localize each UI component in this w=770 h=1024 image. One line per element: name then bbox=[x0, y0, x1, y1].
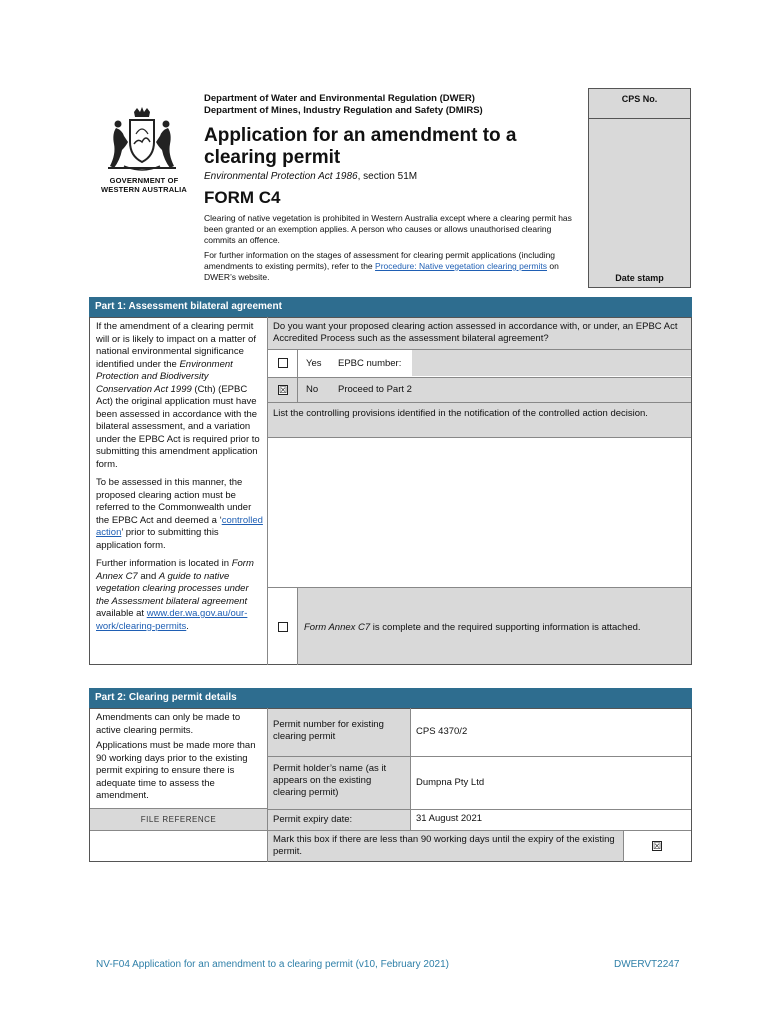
yes-checkbox[interactable] bbox=[278, 358, 288, 368]
permit-holder-value[interactable]: Dumpna Pty Ltd bbox=[416, 777, 485, 788]
provisions-label: List the controlling provisions identified in the notification of the controlled action decision. bbox=[268, 403, 691, 437]
no-row bbox=[268, 378, 691, 402]
controlled-action-link[interactable]: controlled action bbox=[96, 514, 263, 538]
cps-label: CPS No. bbox=[621, 94, 658, 104]
expiry-value[interactable]: 31 August 2021 bbox=[416, 813, 483, 824]
mark-box-checkbox[interactable]: ☒ bbox=[653, 841, 662, 851]
epbc-number-label: EPBC number: bbox=[338, 358, 402, 369]
permit-number-label: Permit number for existing clearing permit bbox=[268, 709, 410, 756]
annex-statement: Form Annex C7 is complete and the required supporting information is attached. bbox=[304, 622, 641, 633]
department-names: Department of Water and Environmental Regulation (DWER) Department of Mines, Industry Regulation and Safety (DMIRS) bbox=[204, 93, 483, 116]
side-paragraph: Amendments can only be made to active clearing permits. bbox=[96, 712, 241, 736]
provisions-input[interactable] bbox=[268, 438, 691, 587]
no-checkbox[interactable]: ☒ bbox=[279, 385, 288, 395]
footer-document-id: DWERVT2247 bbox=[614, 959, 680, 970]
part2-heading: Part 2: Clearing permit details bbox=[89, 688, 692, 708]
no-label: No bbox=[306, 384, 319, 395]
part1-side-text bbox=[96, 321, 264, 639]
clearing-permits-link[interactable]: www.der.wa.gov.au/our-work/clearing-permits bbox=[96, 608, 248, 632]
side-paragraph: Applications must be made more than 90 working days prior to the existing permit expiring to ensure there is adequate time to assess the amendment. bbox=[96, 740, 256, 801]
form-code: FORM C4 bbox=[204, 188, 281, 207]
intro-paragraph: Clearing of native vegetation is prohibited in Western Australia except where a clearing permit has been granted or an exemption applies. A person who causes or allows unauthorised clearing commits an offence. bbox=[204, 213, 572, 245]
proceed-note: Proceed to Part 2 bbox=[338, 384, 412, 395]
permit-number-value[interactable]: CPS 4370/2 bbox=[416, 726, 468, 737]
act-reference: Environmental Protection Act 1986, section 51M bbox=[204, 171, 418, 182]
epbc-number-input[interactable] bbox=[412, 350, 691, 376]
side-paragraph: Further information is located in Form Annex C7 and A guide to native vegetation clearing processes under the Assessment bilateral agreement available at www.der.wa.gov.au/our-work/clearing-permits. bbox=[96, 558, 254, 632]
procedure-link[interactable]: Procedure: Native vegetation clearing permits bbox=[375, 261, 548, 271]
permit-holder-label: Permit holder’s name (as it appears on the existing clearing permit) bbox=[268, 757, 410, 809]
footer-form-reference: NV-F04 Application for an amendment to a clearing permit (v10, February 2021) bbox=[96, 959, 449, 970]
date-stamp-area bbox=[589, 119, 690, 287]
yes-label: Yes bbox=[306, 358, 322, 369]
epbc-question: Do you want your proposed clearing action assessed in accordance with, or under, an EPBC Act Accredited Process such as the assessment bilateral agreement? bbox=[268, 318, 691, 349]
expiry-label: Permit expiry date: bbox=[268, 810, 410, 830]
intro-paragraph: For further information on the stages of assessment for clearing permit applications (including amendments to existing permits), refer to the Procedure: Native vegetation clearing permits on DWER’s website. bbox=[204, 250, 559, 282]
file-reference-input[interactable] bbox=[90, 831, 267, 861]
file-reference-label: FILE REFERENCE bbox=[90, 809, 267, 830]
part1-heading: Part 1: Assessment bilateral agreement bbox=[89, 297, 692, 317]
page-title: Application for an amendment to a clearing permit bbox=[204, 125, 517, 168]
part2-side-text bbox=[96, 712, 264, 809]
side-paragraph: To be assessed in this manner, the proposed clearing action must be referred to the Commonwealth under the EPBC Act and deemed a ‘controlled action’ prior to submitting this application form. bbox=[96, 477, 263, 551]
side-paragraph: If the amendment of a clearing permit will or is likely to impact on a matter of national environmental significance identified under the Environment Protection and Biodiversity Conservation Act 1999 (Cth) (EPBC Act) the original application must have been assessed in accordance with the bilateral assessment, and a variation under the EPBC Act is required prior to submitting this amendment application form. bbox=[96, 321, 260, 470]
cps-number-box bbox=[588, 88, 691, 288]
intro-text bbox=[204, 213, 584, 287]
annex-checkbox[interactable] bbox=[278, 622, 288, 632]
government-name: GOVERNMENT OF WESTERN AUSTRALIA bbox=[100, 176, 188, 194]
date-stamp-label: Date stamp bbox=[615, 273, 664, 283]
mark-box-label: Mark this box if there are less than 90 working days until the expiry of the existing permit. bbox=[268, 831, 623, 861]
